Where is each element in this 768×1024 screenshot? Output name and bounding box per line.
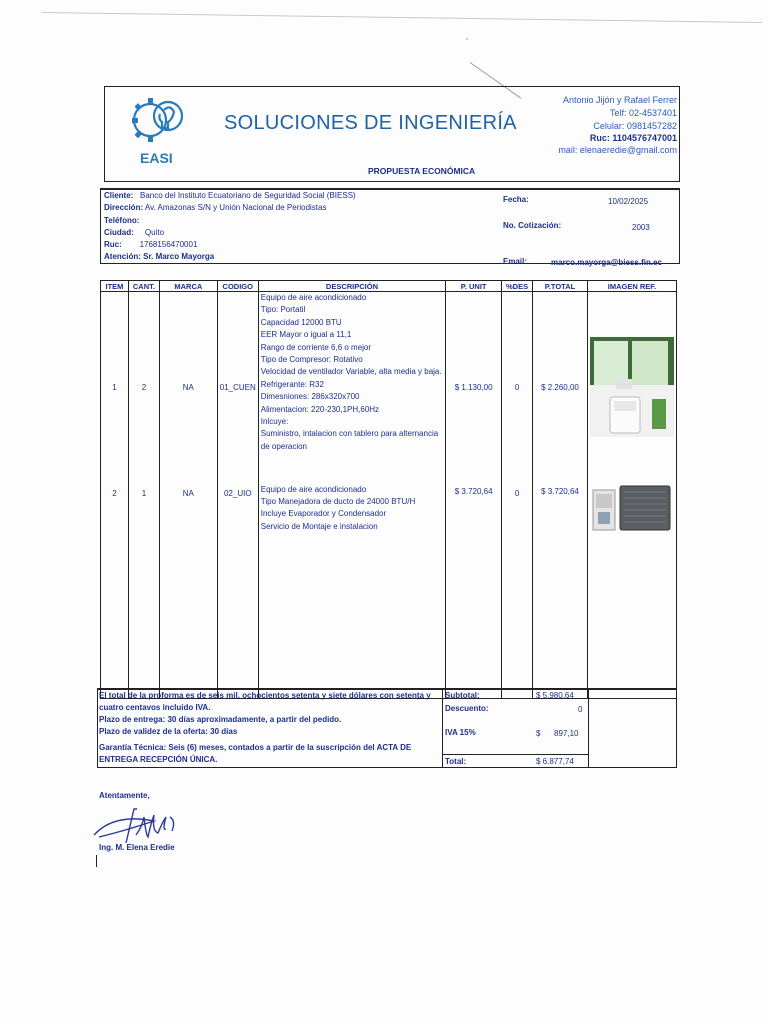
row1-cant: 2 — [128, 292, 159, 484]
table-header-row — [101, 281, 677, 292]
header-codigo: CODIGO — [217, 281, 258, 292]
desc-line: Alimentacion: 220-230,1PH,60Hz — [260, 404, 380, 414]
direccion-value: Av. Amazonas S/N y Unión Nacional de Periodistas — [144, 203, 327, 213]
garantia-tecnica: Garantía Técnica: Seis (6) meses, contados a partir de la suscripción del ACTA DE ENTREGA RECEPCIÓN ÚNICA. — [99, 743, 412, 764]
iva-label: IVA 15% — [445, 728, 476, 737]
row1-des: 0 — [502, 292, 533, 484]
desc-line: Velocidad de ventilador Variable, alta media y baja. — [260, 367, 442, 377]
subtotal-label: Subtotal: — [445, 691, 480, 700]
subtotal-value: $ 5.980,64 — [536, 691, 574, 700]
row2-codigo: 02_UIO — [217, 484, 258, 699]
client-labels — [104, 190, 356, 264]
desc-line: Refrigerante: R32 — [260, 379, 324, 389]
row2-cant: 1 — [128, 484, 159, 699]
atentamente: Atentamente, — [99, 791, 150, 800]
signatory-name: Ing. M. Elena Eredie — [99, 843, 175, 852]
row2-des: 0 — [502, 484, 533, 699]
table-row — [101, 292, 677, 484]
row2-item: 2 — [101, 484, 129, 699]
plazo-entrega: Plazo de entrega: 30 días aproximadamente, a partir del pedido. — [99, 715, 342, 724]
descuento-value: 0 — [578, 705, 583, 714]
company-name: SOLUCIONES DE INGENIERÍA — [224, 112, 517, 134]
cliente-value: Banco del Instituto Ecuatoriano de Seguridad Social (BIESS) — [140, 191, 356, 200]
total-label: Total: — [445, 757, 467, 766]
ruc-label: Ruc: — [104, 240, 122, 250]
header-punit: P. UNIT — [446, 281, 502, 292]
plazo-validez: Plazo de validez de la oferta: 30 días — [99, 727, 238, 736]
items-table — [100, 280, 677, 699]
header-imagen: IMAGEN REF. — [587, 281, 676, 292]
margin-mark — [96, 855, 97, 867]
scan-edge-line — [42, 12, 762, 23]
desc-line: Tipo: Portatil — [260, 305, 306, 315]
desc-line: EER Mayor o igual a 11,1 — [260, 330, 352, 340]
header-ptotal: P.TOTAL — [533, 281, 588, 292]
row2-punit: $ 3.720,64 — [446, 484, 502, 699]
document-title: PROPUESTA ECONÓMICA — [368, 166, 476, 176]
row1-description — [258, 292, 445, 484]
cotizacion-label: No. Cotización: — [503, 221, 562, 230]
email-value: marco.mayorga@biess.fin.ec — [551, 258, 662, 267]
desc-line: Equipo de aire acondicionado — [260, 293, 367, 302]
row1-ptotal: $ 2.260,00 — [533, 292, 588, 484]
header-item: ITEM — [101, 281, 129, 292]
contact-names: Antonio Jijón y Rafael Ferrer — [562, 95, 677, 105]
email-label: Email: — [503, 257, 528, 266]
ruc-value: 1768156470001 — [139, 240, 198, 250]
desc-line: Capacidad 12000 BTU — [260, 317, 342, 327]
fecha-value: 10/02/2025 — [608, 197, 649, 206]
contact-phone: Telf: 02-4537401 — [609, 108, 677, 118]
ciudad-value: Quito — [144, 227, 165, 237]
split-ac-condenser-image — [590, 484, 674, 534]
total-in-words: El total de la proforma es de seis mil, ochocientos setenta y siete dólares con setenta y cuatro centavos incluido IVA. — [99, 691, 431, 712]
atencion-label: Atención: Sr. Marco Mayorga — [104, 252, 215, 262]
header-marca: MARCA — [159, 281, 217, 292]
scan-dot — [466, 38, 468, 40]
desc-line: Suministro, intalacion con tablero para alternancia de operacion — [260, 429, 439, 451]
desc-line: Servicio de Montaje e instalacion — [260, 521, 378, 531]
easi-logo-icon — [120, 92, 192, 150]
header-des: %DES — [502, 281, 533, 292]
contact-mail: mail: elenaeredie@gmail.com — [558, 145, 677, 155]
header-cant: CANT. — [128, 281, 159, 292]
desc-line: Tipo de Compresor: Rotativo — [260, 355, 363, 365]
desc-line: Inlcuye: — [260, 417, 289, 427]
desc-line: Rango de corriente 6,6 o mejor — [260, 342, 372, 352]
desc-line: Incluye Evaporador y Condensador — [260, 509, 387, 519]
fecha-label: Fecha: — [503, 195, 529, 204]
telefono-label: Teléfono: — [104, 215, 140, 225]
ciudad-label: Ciudad: — [104, 227, 134, 237]
direccion-label: Dirección: — [104, 203, 144, 213]
cotizacion-value: 2003 — [632, 223, 650, 232]
header-descripcion: DESCRIPCIÓN — [258, 281, 445, 292]
row2-description — [258, 484, 445, 699]
total-rule — [443, 754, 588, 755]
table-row — [101, 484, 677, 699]
row2-ptotal: $ 3.720,64 — [533, 484, 588, 699]
cliente-label: Cliente: — [104, 191, 134, 200]
row1-item: 1 — [101, 292, 129, 484]
portable-ac-unit-image — [590, 337, 674, 437]
desc-line: Tipo Manejadora de ducto de 24000 BTU/H — [260, 496, 416, 506]
logo-text: EASI — [140, 150, 173, 166]
iva-value: 897,10 — [554, 729, 579, 738]
row2-image-cell — [587, 484, 676, 699]
row2-marca: NA — [159, 484, 217, 699]
footer-divider — [442, 688, 443, 768]
row1-image-cell — [587, 292, 676, 484]
desc-line: Equipo de aire acondicionado — [260, 484, 367, 494]
descuento-label: Descuento: — [445, 704, 489, 713]
row1-marca: NA — [159, 292, 217, 484]
row1-codigo: 01_CUEN — [217, 292, 258, 484]
iva-currency: $ — [536, 729, 541, 738]
total-value: $ 6.877,74 — [536, 757, 574, 766]
contact-ruc: Ruc: 1104576747001 — [589, 133, 677, 143]
row1-punit: $ 1.130,00 — [446, 292, 502, 484]
desc-line: Dimesniones: 286x320x700 — [260, 392, 360, 402]
footer-divider — [588, 688, 589, 768]
contact-cell: Celular: 0981457282 — [593, 121, 677, 131]
